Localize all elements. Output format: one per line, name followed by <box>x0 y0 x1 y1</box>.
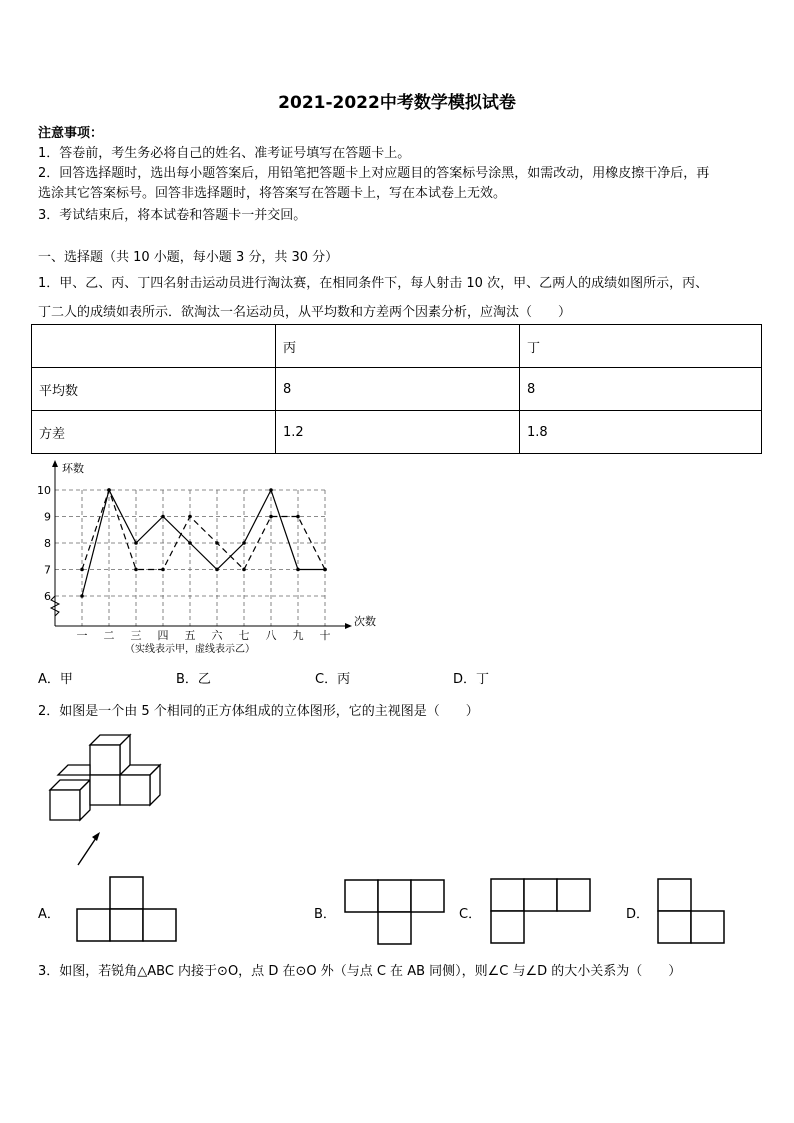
notice-item: 选涂其它答案标号。回答非选择题时，将答案写在答题卡上，写在本试卷上无效。 <box>38 186 507 201</box>
y-tick-label: 10 <box>37 484 51 497</box>
data-point <box>296 515 300 519</box>
data-point <box>323 568 327 572</box>
notice-heading: 注意事项： <box>38 126 104 141</box>
option-c[interactable]: C．丙 <box>315 672 351 687</box>
x-tick-label: 二 <box>103 629 115 642</box>
y-axis-arrow <box>52 460 58 467</box>
score-line-chart <box>30 458 390 660</box>
question-1-text: 1．甲、乙、丙、丁四名射击运动员进行淘汰赛，在相同条件下，每人射击 10 次，甲、乙两人的成绩如图所示，丙、 <box>38 276 709 291</box>
table-cell: 1.2 <box>276 411 520 454</box>
stats-table <box>31 324 762 454</box>
q2-option-c-label[interactable]: C． <box>459 907 482 922</box>
data-point <box>269 488 273 492</box>
x-tick-label: 八 <box>265 629 277 642</box>
y-tick-label: 8 <box>44 537 51 550</box>
x-axis-arrow <box>345 623 352 629</box>
q2-option-a-figure[interactable] <box>76 876 180 942</box>
y-tick-label: 6 <box>44 590 51 603</box>
table-cell: 1.8 <box>520 411 762 454</box>
data-point <box>215 541 219 545</box>
data-point <box>242 568 246 572</box>
table-cell <box>32 325 276 368</box>
option-b[interactable]: B．乙 <box>176 672 211 687</box>
x-tick-label: 五 <box>184 629 196 642</box>
x-tick-label: 四 <box>157 629 169 642</box>
table-cell: 平均数 <box>32 368 276 411</box>
y-tick-label: 9 <box>44 510 51 524</box>
option-d[interactable]: D．丁 <box>453 672 490 687</box>
table-cell: 8 <box>520 368 762 411</box>
x-tick-label: 一 <box>76 629 88 642</box>
x-tick-label: 三 <box>130 629 142 642</box>
y-axis-label: 环数 <box>62 462 84 475</box>
x-axis-label: 次数 <box>354 615 376 628</box>
notice-item: 3．考试结束后，将本试卷和答题卡一并交回。 <box>38 208 307 223</box>
data-point <box>269 515 273 519</box>
chart-grid <box>55 490 325 626</box>
data-point <box>188 541 192 545</box>
page-title: 2021-2022中考数学模拟试卷 <box>278 93 516 113</box>
q2-option-d-figure[interactable] <box>657 878 729 944</box>
data-point <box>215 568 219 572</box>
table-cell: 丁 <box>520 325 762 368</box>
data-point <box>161 568 165 572</box>
y-tick-label: 7 <box>44 563 51 577</box>
table-cell: 8 <box>276 368 520 411</box>
chart-axes <box>51 460 376 655</box>
data-point <box>134 541 138 545</box>
table-row <box>32 368 762 411</box>
data-point <box>242 541 246 545</box>
data-point <box>161 515 165 519</box>
table-cell: 丙 <box>276 325 520 368</box>
table-cell: 方差 <box>32 411 276 454</box>
data-point <box>80 594 84 598</box>
data-point <box>107 488 111 492</box>
table-row <box>32 411 762 454</box>
data-point <box>134 568 138 572</box>
q2-option-d-label[interactable]: D． <box>626 907 650 922</box>
series-line-dashed <box>82 490 325 570</box>
notice-item: 2．回答选择题时，选出每小题答案后，用铅笔把答题卡上对应题目的答案标号涂黑，如需改动，用橡皮擦干净后，再 <box>38 166 710 181</box>
data-point <box>188 515 192 519</box>
data-point <box>80 568 84 572</box>
option-a[interactable]: A．甲 <box>38 672 73 687</box>
notice-item: 1．答卷前，考生务必将自己的姓名、准考证号填写在答题卡上。 <box>38 146 411 161</box>
q2-option-b-label[interactable]: B． <box>314 907 336 922</box>
chart-caption: （实线表示甲，虚线表示乙） <box>125 644 255 655</box>
question-2-text: 2．如图是一个由 5 个相同的正方体组成的立体图形，它的主视图是（ ） <box>38 704 479 719</box>
x-tick-label: 六 <box>211 629 223 642</box>
q2-option-a-label[interactable]: A． <box>38 907 60 922</box>
table-row <box>32 325 762 368</box>
q2-option-c-figure[interactable] <box>490 878 594 944</box>
question-3-text: 3．如图，若锐角△ABC 内接于⊙O，点 D 在⊙O 外（与点 C 在 AB 同侧），则∠C 与∠D 的大小关系为（ ） <box>38 964 682 979</box>
cube-figure <box>40 730 170 870</box>
question-1-text-cont: 丁二人的成绩如表所示．欲淘汰一名运动员，从平均数和方差两个因素分析，应淘汰（ ） <box>38 305 572 320</box>
x-tick-label: 十 <box>319 629 331 642</box>
x-tick-label: 七 <box>238 629 250 642</box>
x-tick-label: 九 <box>292 629 304 642</box>
section-heading: 一、选择题（共 10 小题，每小题 3 分，共 30 分） <box>38 250 339 265</box>
q2-option-b-figure[interactable] <box>344 879 448 945</box>
data-point <box>296 568 300 572</box>
